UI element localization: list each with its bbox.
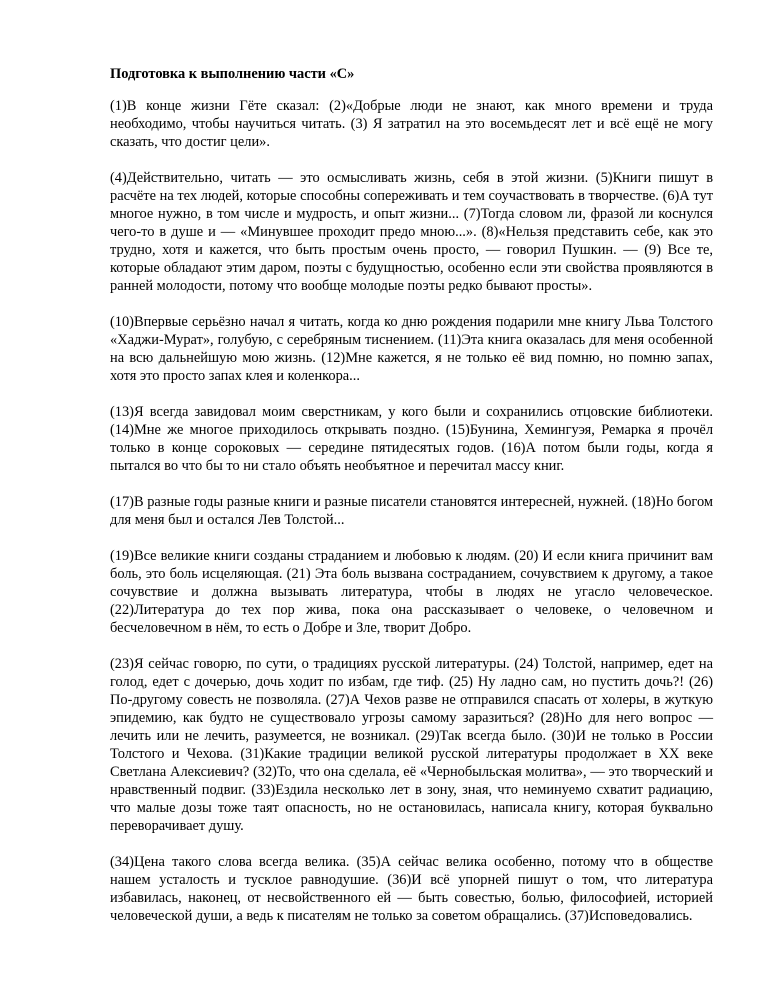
document-heading: Подготовка к выполнению части «С» xyxy=(110,66,355,82)
paragraph-4: (13)Я всегда завидовал моим сверстникам, у кого были и сохранились отцовские библиотеки. (14)Мне же многое приходилось открывать поздно. (15)Бунина, Хемингуэя, Ремарка я прочёл только в конце сороковых — середине пятидесятых годов. (16)А потом были годы, когда я пытался во что бы то ни стало объять необъятное и перечитал массу книг. xyxy=(110,404,713,474)
paragraph-8: (34)Цена такого слова всегда велика. (35)А сейчас велика особенно, потому что в обществе нашем усталость и тусклое равнодушие. (36)И всё упорней пишут о том, что литература избавилась, наконец, от несвойственного ей — быть совестью, болью, философией, историей человеческой души, а ведь к писателям не только за советом обращались. (37)Исповедовались. xyxy=(110,854,713,924)
paragraph-2: (4)Действительно, читать — это осмысливать жизнь, себя в этой жизни. (5)Книги пишут в расчёте на тех людей, которые способны сопереживать и тем соучаствовать в творчестве. (6)А тут многое нужно, в том числе и мудрость, и опыт жизни... (7)Тогда словом ли, фразой ли коснулся чего-то в душе и — «Минувшее проходит предо мною...». (8)«Нельзя представить себе, как это трудно, хотя и кажется, что быть простым очень просто, — говорил Пушкин. — (9) Все те, которые обладают этим даром, поэты с будущностью, особенно если эти свойства проявляются в ранней молодости, потому что вообще молодые поэты редко бывают просты». xyxy=(110,170,713,294)
paragraph-5: (17)В разные годы разные книги и разные писатели становятся интересней, нужней. (18)Но богом для меня был и остался Лев Толстой... xyxy=(110,494,713,528)
paragraph-1: (1)В конце жизни Гёте сказал: (2)«Добрые люди не знают, как много времени и труда необходимо, чтобы научиться читать. (3) Я затратил на это восемьдесят лет и всё ещё не могу сказать, что достиг цели». xyxy=(110,98,713,150)
document-page xyxy=(110,64,713,943)
paragraph-6: (19)Все великие книги созданы страданием и любовью к людям. (20) И если книга причинит вам боль, это боль исцеляющая. (21) Эта боль вызвана состраданием, сочувствием к другому, а такое сочувствие и должна вызывать литература, чтобы в людях не угасло человеческое. (22)Литература до тех пор жива, пока она рассказывает о человеке, о человечном и бесчеловечном в нём, то есть о Добре и Зле, творит Добро. xyxy=(110,548,713,636)
paragraph-3: (10)Впервые серьёзно начал я читать, когда ко дню рождения подарили мне книгу Льва Толстого «Хаджи-Мурат», голубую, с серебряным тиснением. (11)Эта книга оказалась для меня особенной на всю дальнейшую мою жизнь. (12)Мне кажется, я не только её вид помню, но помню запах, хотя это просто запах клея и коленкора... xyxy=(110,314,713,384)
paragraph-7: (23)Я сейчас говорю, по сути, о традициях русской литературы. (24) Толстой, например, едет на голод, едет с дочерью, дочь ходит по избам, где тиф. (25) Ну ладно сам, но пустить дочь?! (26) По-другому совесть не позволяла. (27)А Чехов разве не отправился спасать от холеры, в жуткую эпидемию, как будто не существовало угрозы самому заразиться? (28)Но для него вопрос — лечить или не лечить, разумеется, не возникал. (29)Так всегда было. (30)И не только в России Толстого и Чехова. (31)Какие традиции великой русской литературы продолжает в XX веке Светлана Алексиевич? (32)То, что она сделала, её «Чернобыльская молитва», — это творческий и нравственный подвиг. (33)Ездила несколько лет в зону, зная, что неминуемо схватит радиацию, что малые дозы тоже таят опасность, но не остановилась, написала книгу, которая буквально переворачивает душу. xyxy=(110,656,713,834)
